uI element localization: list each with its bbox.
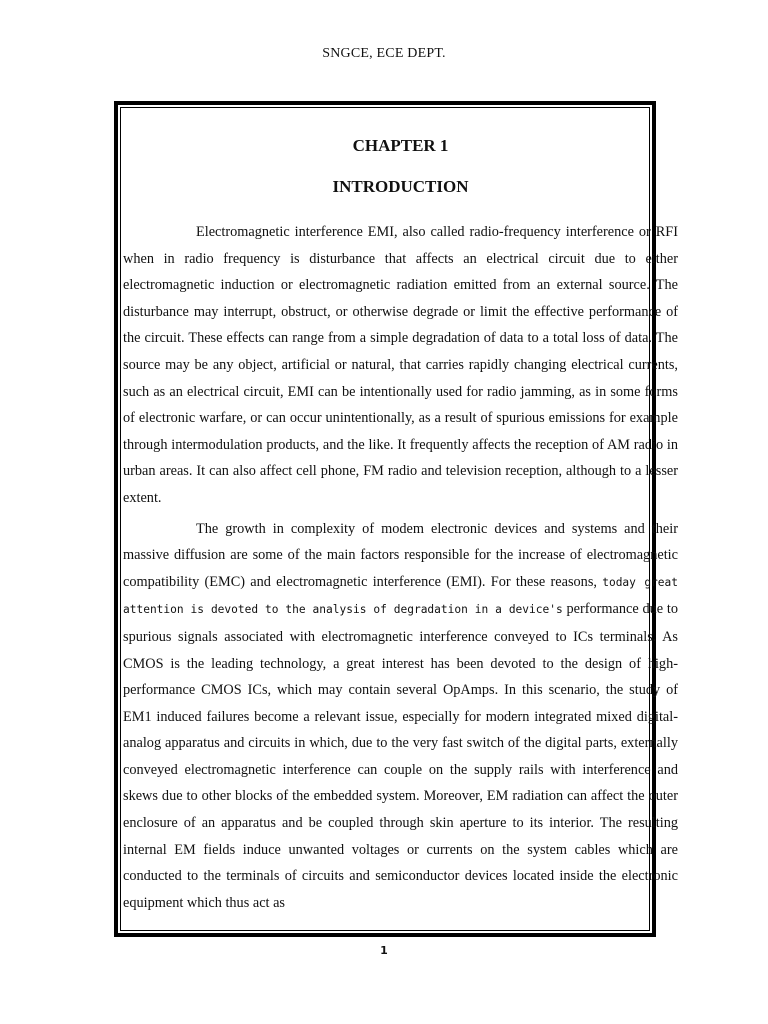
paragraph-2-part-b: performance due to spurious signals associated with electromagnetic interference conveyed to ICs terminals. As CMOS is the leading technology, a great interest has been devoted to the design of high-performance CMOS ICs, which may contain several OpAmps. In this scenario, the study of EM1 induced failures become a relevant issue, especially for modern integrated mixed digital-analog apparatus and circuits in which, due to the very fast switch of the digital parts, externally conveyed electromagnetic interference can couple on the supply rails with interference and skews due to other blocks of the embedded system. Moreover, EM radiation can affect the outer enclosure of an apparatus and be coupled through skin aperture to its interior. The resulting internal EM fields induce unwanted voltages or currents on the system cables which are conducted to the terminals of circuits and semiconductor devices located inside the electronic equipment which thus act as	[123, 601, 678, 911]
paragraph-2-monospace-fragment: today great attention is devoted to the analysis of degradation in a device's	[123, 575, 678, 617]
page-content	[123, 104, 678, 932]
page-number: 1	[380, 944, 388, 957]
paragraph-1: Electromagnetic interference EMI, also called radio-frequency interference or RFI when in radio frequency is disturbance that affects an electrical circuit due to either electromagnetic induction or electromagnetic radiation emitted from an external source. The disturbance may interrupt, obstruct, or otherwise degrade or limit the effective performance of the circuit. These effects can range from a simple degradation of data to a total loss of data. The source may be any object, artificial or natural, that carries rapidly changing electrical currents, such as an electrical circuit, EMI can be intentionally used for radio jamming, as in some forms of electronic warfare, or can occur unintentionally, as a result of spurious emissions for example through intermodulation products, and the like. It frequently affects the reception of AM radio in urban areas. It can also affect cell phone, FM radio and television reception, although to a lesser extent.	[123, 224, 678, 506]
paragraph-2-part-a: The growth in complexity of modem electronic devices and systems and their massive diffusion are some of the main factors responsible for the increase of electromagnetic compatibility (EMC) and electromagnetic interference (EMI). For these reasons,	[123, 520, 678, 590]
chapter-number: CHAPTER 1	[352, 136, 449, 155]
chapter-title: INTRODUCTION	[332, 177, 469, 196]
paragraph-2	[123, 516, 678, 917]
page-header: SNGCE, ECE DEPT.	[322, 46, 446, 61]
